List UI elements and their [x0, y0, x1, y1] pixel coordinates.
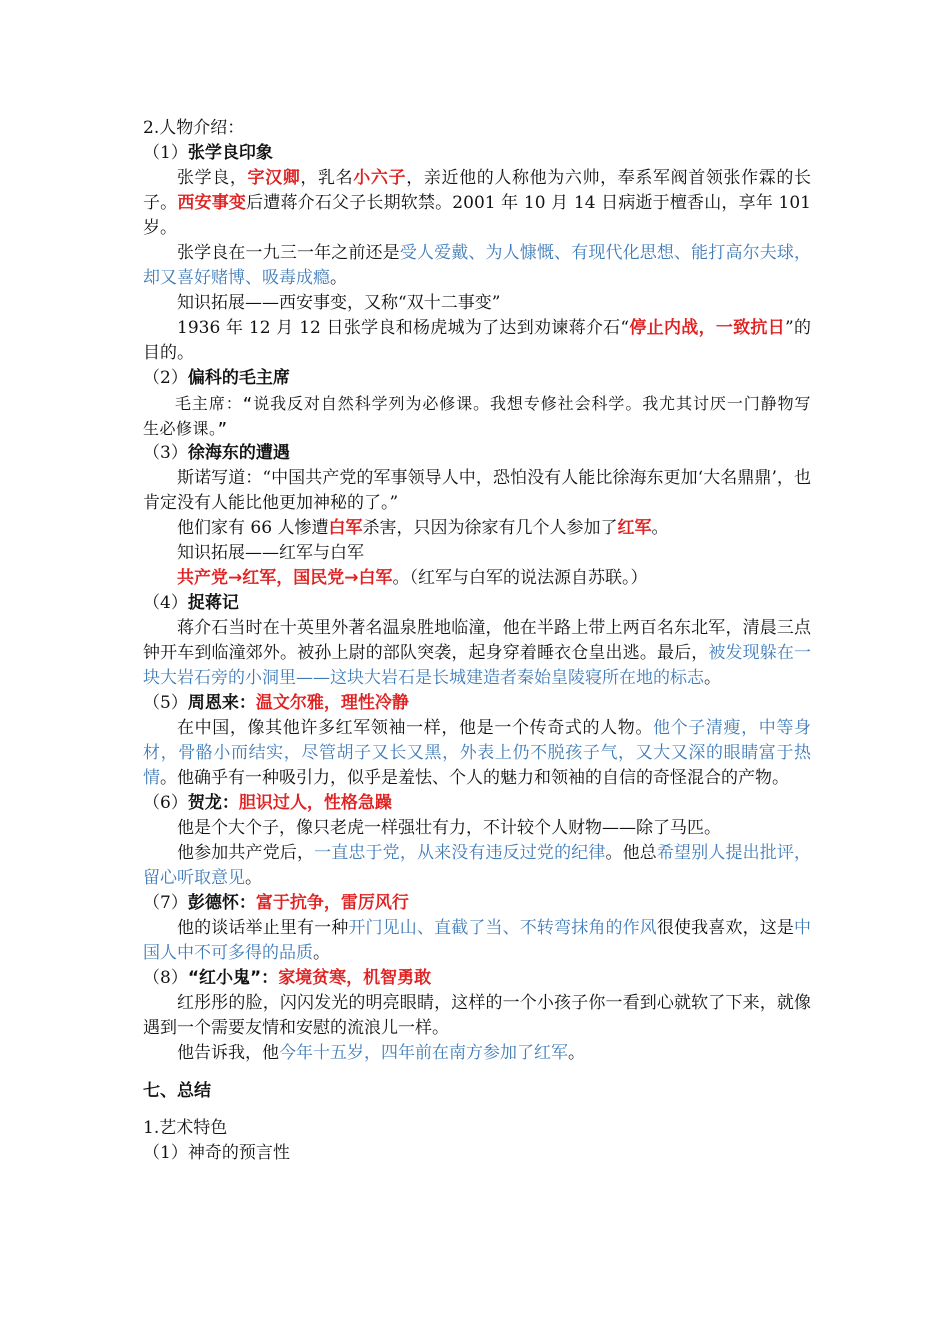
text-span: 周恩来： [187, 693, 256, 713]
paragraph-xu-family [143, 516, 811, 541]
text-span: 。（红军与白军的说法源自苏联。） [392, 568, 648, 588]
subheading-zhou-enlai [143, 691, 811, 716]
subheading-zhang-xueliang [143, 141, 811, 166]
text-span: 白军 [328, 518, 363, 538]
subheading-artistic-features: 1.艺术特色 [143, 1118, 228, 1138]
list-item-prophetic: （1）神奇的预言性 [143, 1143, 290, 1163]
paragraph-red-white-origin [143, 566, 811, 591]
paragraph-he-long-physique: 他是个大个子，像只老虎一样强壮有力，不计较个人财物——除了马匹。 [177, 818, 721, 838]
text-span: 捉蒋记 [187, 593, 239, 613]
text-span: 他告诉我，他 [177, 1043, 279, 1063]
text-span: （1） [143, 143, 188, 163]
text-span: 停止内战，一致抗日 [629, 318, 786, 338]
paragraph-red-white-extension: 知识拓展——红军与白军 [177, 543, 364, 563]
text-span: 。 [651, 518, 669, 538]
text-span: ”的目的。 [143, 318, 811, 363]
text-span: ，亲近他的人称他为六帅，奉系军阀首领张作霖的长子。 [143, 168, 812, 213]
text-span: （5） [143, 693, 188, 713]
document-body [143, 116, 811, 1166]
text-span: 他们家有 66 人惨遭 [177, 518, 329, 538]
text-span: ，乳名 [300, 168, 354, 188]
text-span: 一直忠于党，从来没有违反过党的纪律 [314, 843, 606, 863]
text-span: 。他总 [605, 843, 657, 863]
text-span: “红小鬼”： [187, 968, 279, 988]
text-span: 张学良印象 [187, 143, 273, 163]
text-span: （7） [143, 893, 188, 913]
paragraph-devil-face: 红彤彤的脸，闪闪发光的明亮眼睛，这样的一个小孩子你一看到心就软了下来，就像遇到一个需要友情和安慰的流浪儿一样。 [143, 993, 811, 1038]
text-span: 中国人中不可多得的品质 [143, 918, 812, 963]
text-span: 。他确乎有一种吸引力，似乎是羞怯、个人的魅力和领袖的自信的奇怪混合的产物。 [160, 768, 789, 788]
text-span: 被发现躲在一块大岩石旁的小洞里——这块大岩石是长城建造者秦始皇陵寝所在地的标志 [143, 643, 812, 688]
text-span: 富于抗争，雷厉风行 [255, 893, 409, 913]
text-span: 偏科的毛主席 [187, 368, 290, 388]
text-span: 受人爱戴、为人慷慨、有现代化思想、能打高尔夫球，却又喜好赌博、吸毒成瘾 [143, 243, 812, 288]
text-span: 。 [568, 1043, 585, 1063]
paragraph-mao-quote: 毛主席：“说我反对自然科学列为必修课。我想专修社会科学。我尤其讨厌一门静物写生必修课。” [143, 394, 811, 438]
subheading-little-red-devil [143, 966, 811, 991]
text-span: （4） [143, 593, 188, 613]
text-span: 后遭蒋介石父子长期软禁。2001 年 10 月 14 日病逝于檀香山，享年 101 岁。 [143, 193, 812, 238]
text-span: 他个子清瘦，中等身材，骨骼小而结实，尽管胡子又长又黑，外表上仍不脱孩子气，又大又深的眼睛富于热情 [143, 718, 812, 788]
text-span: 字汉卿 [247, 168, 301, 188]
text-span: （2） [143, 368, 188, 388]
text-span: 很使我喜欢，这是 [656, 918, 795, 938]
subheading-xu-haidong [143, 441, 811, 466]
paragraph-capture-story [143, 616, 811, 691]
text-span: 张学良， [177, 168, 248, 188]
text-span: （3） [143, 443, 188, 463]
section-heading-summary: 七、总结 [143, 1081, 211, 1101]
text-span: 今年十五岁，四年前在南方参加了红军 [279, 1043, 568, 1063]
text-span: 他参加共产党后， [177, 843, 315, 863]
text-span: 共产党→红军，国民党→白军 [177, 568, 393, 588]
text-span: 。 [330, 268, 347, 288]
paragraph-zhang-bio [143, 166, 811, 241]
subheading-peng-dehuai [143, 891, 811, 916]
text-span: 。 [313, 943, 330, 963]
section-heading-character-intro: 2.人物介绍： [143, 118, 245, 138]
paragraph-devil-age [143, 1041, 811, 1066]
text-span: 温文尔雅，理性冷静 [255, 693, 409, 713]
text-span: 红军 [617, 518, 652, 538]
text-span: 家境贫寒，机智勇敢 [278, 968, 432, 988]
text-span: 胆识过人，性格急躁 [238, 793, 392, 813]
text-span: 1936 年 12 月 12 日张学良和杨虎城为了达到劝谏蒋介石“ [177, 318, 630, 338]
text-span: 徐海东的遭遇 [187, 443, 290, 463]
subheading-capture-chiang [143, 591, 811, 616]
text-span: 张学良在一九三一年之前还是 [177, 243, 400, 263]
text-span: 希望别人提出批评，留心听取意见 [143, 843, 812, 888]
text-span: 。 [245, 868, 262, 888]
text-span: （8） [143, 968, 188, 988]
text-span: 杀害，只因为徐家有几个人参加了 [362, 518, 618, 538]
text-span: 开门见山、直截了当、不转弯抹角的作风 [348, 918, 657, 938]
paragraph-zhang-before-1931 [143, 241, 811, 291]
text-span: 蒋介石当时在十英里外著名温泉胜地临潼，他在半路上带上两百名东北军，清晨三点钟开车到临潼郊外。被孙上尉的部队突袭，起身穿着睡衣仓皇出逃。最后， [143, 618, 811, 663]
text-span: 他的谈话举止里有一种 [177, 918, 349, 938]
paragraph-zhou-description [143, 716, 811, 791]
text-span: 彭德怀： [187, 893, 256, 913]
subheading-chairman-mao [143, 366, 811, 391]
paragraph-snow-quote: 斯诺写道：“中国共产党的军事领导人中，恐怕没有人能比徐海东更加‘大名鼎鼎’，也肯定没有人能比他更加神秘的了。” [143, 468, 811, 513]
text-span: 贺龙： [187, 793, 239, 813]
text-span: （6） [143, 793, 188, 813]
paragraph-he-long-party [143, 841, 811, 891]
text-span: 小六子 [353, 168, 407, 188]
text-span: 西安事变 [177, 193, 247, 213]
paragraph-xian-incident-extension: 知识拓展——西安事变，又称“双十二事变” [177, 293, 501, 313]
subheading-he-long [143, 791, 811, 816]
paragraph-peng-manner [143, 916, 811, 966]
paragraph-xian-incident-date [143, 316, 811, 366]
text-span: 在中国，像其他许多红军领袖一样，他是一个传奇式的人物。 [177, 718, 653, 738]
text-span: 。 [704, 668, 721, 688]
